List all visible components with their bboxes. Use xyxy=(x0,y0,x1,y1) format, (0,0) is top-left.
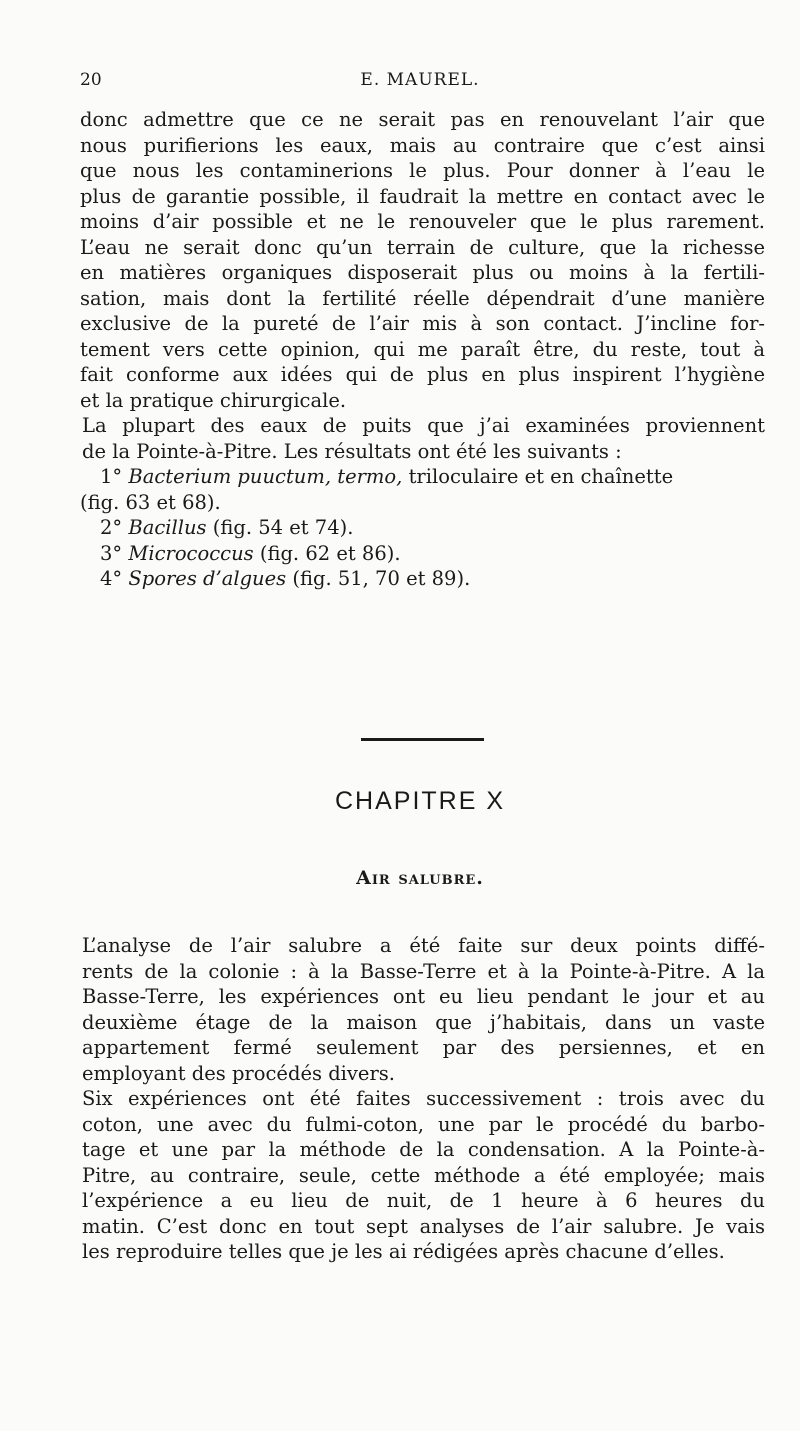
list-item xyxy=(80,515,765,541)
text-line: les reproduire telles que je les ai rédigées après chacune d’elles. xyxy=(82,1240,725,1263)
text-line: nous purifierions les eaux, mais au contraire que c’est ainsi xyxy=(80,133,765,157)
list-number: 4° xyxy=(100,567,123,590)
text-line: plus de garantie possible, il faudrait la mettre en contact avec le xyxy=(80,184,765,208)
section-title: Air salubre. xyxy=(356,867,484,889)
text-line: de la Pointe-à-Pitre. Les résultats ont été les suivants : xyxy=(82,439,622,463)
text-line: et la pratique chirurgicale. xyxy=(80,388,347,412)
text-line: moins d’air possible et ne le renouveler que le plus rarement. xyxy=(80,210,765,233)
text-line: La plupart des eaux de puits que j’ai examinées proviennent xyxy=(82,414,765,437)
list-number: 2° xyxy=(100,516,123,539)
paragraph-3 xyxy=(80,933,765,1086)
text-line: coton, une avec du fulmi-coton, une par le procédé du barbo- xyxy=(82,1112,765,1136)
text-line: Six expériences ont été faites successivement : trois avec du xyxy=(82,1087,765,1110)
list-number: 1° xyxy=(100,465,123,488)
list-item-continuation xyxy=(80,490,765,516)
page-number: 20 xyxy=(80,70,102,90)
text-line: fait conforme aux idées qui de plus en plus inspirent l’hygiène xyxy=(80,363,765,386)
text-line: deuxième étage de la maison que j’habitais, dans un vaste xyxy=(82,1010,765,1034)
figure-reference: (fig. 62 et 86). xyxy=(253,541,401,565)
page-header xyxy=(80,70,760,100)
text-line: que nous les contaminerions le plus. Pour donner à l’eau le xyxy=(80,159,765,182)
figure-reference: (fig. 63 et 68). xyxy=(80,490,221,514)
list-number: 3° xyxy=(100,541,123,565)
paragraph-2 xyxy=(80,413,765,464)
text-line: rents de la colonie : à la Basse-Terre et à la Pointe-à-Pitre. A la xyxy=(82,959,765,983)
text-line: L’analyse de l’air salubre a été faite sur deux points diffé- xyxy=(82,934,765,957)
figure-reference: (fig. 54 et 74). xyxy=(206,516,354,539)
text-line: appartement fermé seulement par des persiennes, et en xyxy=(82,1036,765,1059)
text-block-bottom xyxy=(80,933,765,1265)
chapter-title: CHAPITRE X xyxy=(334,787,506,815)
running-head: E. MAUREL. xyxy=(360,70,480,90)
organism-name: Micrococcus xyxy=(128,541,254,565)
text-line: Basse-Terre, les expériences ont eu lieu pendant le jour et au xyxy=(82,985,765,1008)
text-line: tage et une par la méthode de la condensation. A la Pointe-à- xyxy=(82,1138,765,1161)
text-line: tement vers cette opinion, qui me paraît être, du reste, tout à xyxy=(80,337,765,361)
list-item xyxy=(80,566,765,592)
section-divider xyxy=(361,738,484,741)
figure-reference: (fig. 51, 70 et 89). xyxy=(286,567,471,590)
list-item xyxy=(80,464,765,490)
text-line: matin. C’est donc en tout sept analyses de l’air salubre. Je vais xyxy=(82,1214,765,1238)
organism-name: Bacillus xyxy=(128,516,207,539)
organism-name: Bacterium puuctum, termo, xyxy=(128,465,403,488)
text-line: L’eau ne serait donc qu’un terrain de culture, que la richesse xyxy=(80,235,765,259)
findings-list xyxy=(80,464,765,592)
figure-reference: triloculaire et en chaînette xyxy=(402,465,674,488)
text-line: exclusive de la pureté de l’air mis à son contact. J’incline for- xyxy=(80,312,765,335)
text-line: l’expérience a eu lieu de nuit, de 1 heure à 6 heures du xyxy=(82,1189,765,1212)
organism-name: Spores d’algues xyxy=(128,567,287,590)
text-line: Pitre, au contraire, seule, cette méthode a été employée; mais xyxy=(82,1163,765,1187)
paragraph-1 xyxy=(80,107,765,413)
paragraph-4 xyxy=(80,1086,765,1265)
text-block-top xyxy=(80,107,765,592)
text-line: employant des procédés divers. xyxy=(82,1061,395,1085)
text-line: sation, mais dont la fertilité réelle dépendrait d’une manière xyxy=(80,286,765,310)
text-line: en matières organiques disposerait plus ou moins à la fertili- xyxy=(80,261,765,284)
list-item xyxy=(80,541,765,567)
text-line: donc admettre que ce ne serait pas en renouvelant l’air que xyxy=(80,108,765,131)
